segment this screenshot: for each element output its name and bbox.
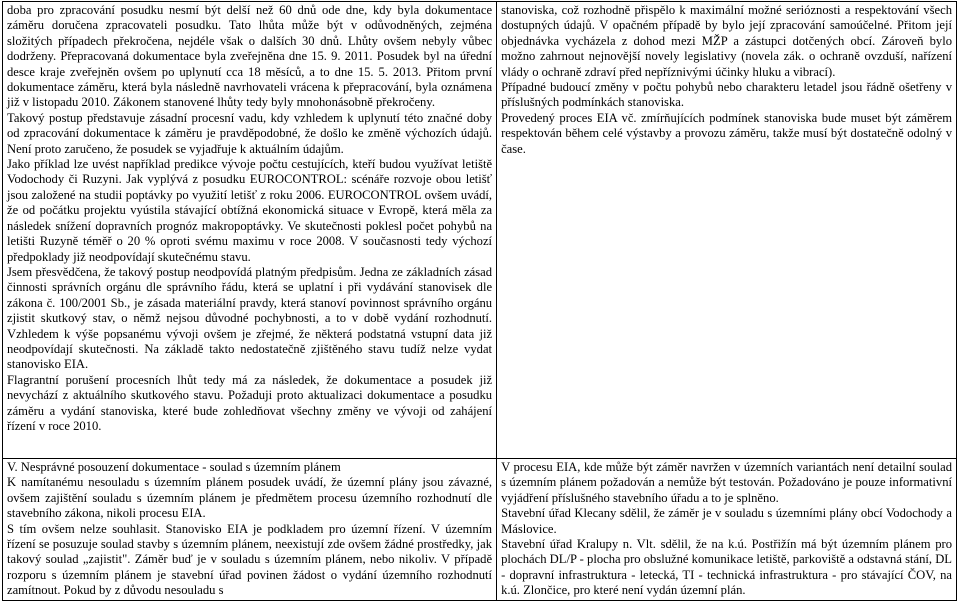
table-row: [3, 459, 957, 601]
comment-cell: [3, 459, 497, 601]
paragraph: Provedený proces EIA vč. zmírňujících podmínek stanoviska bude muset být záměrem respektován během celé výstavby a provozu záměru, takže musí být dostatečně odolný v čase.: [501, 110, 952, 156]
comment-cell: [3, 2, 497, 459]
paragraph: Jsem přesvědčena, že takový postup neodpovídá platným předpisům. Jedna ze základních zásad činnosti správních orgánu dle správního řádu, která se uplatní i při vydávání stanovisek dle zákona č. 100/2001 Sb., je zásada materiální pravdy, která stanoví povinnost správního orgánu zjistit skutkový stav, o němž nejsou důvodné pochybnosti, a to v době vydání rozhodnutí. Vzhledem k výše popsanému vývoji ovšem je zřejmé, že některá podstatná vstupní data již neodpovídají skutečnosti. Na základě takto nedostatečně zjištěného stavu tudíž nelze vydat stanovisko EIA.: [7, 264, 493, 372]
table-row: [3, 2, 957, 459]
response-cell: [497, 459, 957, 601]
paragraph: stanoviska, což rozhodně přispělo k maximální možné serióznosti a respektování všech dostupných údajů. V opačném případě by bylo její zpracování samoúčelné. Přitom její objednávka vycházela z dohod mezi MŽP a zástupci dotčených obcí. Zároveň bylo možno zahrnout nejnovější novely legislativy (novela zák. o ochraně ovzduší, nařízení vlády o ochraně zdraví před nepříznivými účinky hluku a vibrací).: [501, 3, 952, 79]
comment-table: [2, 1, 957, 601]
paragraph: K namítanému nesouladu s územním plánem posudek uvádí, že územní plány jsou závazné, ovšem zajištění souladu s územním plánem je předmětem procesu územního rozhodnutí dle stavebního zákona, nikoli procesu EIA.: [7, 475, 493, 521]
paragraph: V procesu EIA, kde může být záměr navržen v územních variantách není detailní soulad s územním plánem požadován a nemůže být testován. Požadováno je pouze informativní vyjádření příslušného stavebního úřadu a to je splněno.: [501, 460, 952, 505]
section-title: V. Nesprávné posouzení dokumentace - soulad s územním plánem: [7, 460, 341, 474]
paragraph: Stavební úřad Klecany sdělil, že záměr je v souladu s územními plány obcí Vodochody a Máslovice.: [501, 506, 952, 536]
paragraph: Flagrantní porušení procesních lhůt tedy má za následek, že dokumentace a posudek již nevychází z aktuálního skutkového stavu. Požaduji proto aktualizaci dokumentace a posudku záměru a vydání stanoviska, které bude zohledňovat všechny změny ve vývoji od zahájení řízení v roce 2010.: [7, 372, 493, 433]
response-cell: [497, 2, 957, 459]
paragraph: Případné budoucí změny v počtu pohybů nebo charakteru letadel jsou řádně ošetřeny v příslušných podmínkách stanoviska.: [501, 80, 952, 110]
paragraph: S tím ovšem nelze souhlasit. Stanovisko EIA je podkladem pro územní řízení. V územním řízení se posuzuje soulad stavby s územním plánem, neexistují zde ovšem žádné prostředky, jak takový soulad „zajistit". Záměr buď je v souladu s územním plánem, nebo nikoliv. V případě rozporu s územním plánem je stavební úřad povinen žádost o vydání územního rozhodnutí zamítnout. Pokud by z důvodu nesouladu s: [7, 521, 493, 598]
paragraph: Stavební úřad Kralupy n. Vlt. sdělil, že na k.ú. Postřižín má být územním plánem pro plochách DL/P - plocha pro obslužné komunikace letiště, parkoviště a odstavná stání, DL - dopravní infrastruktura - letecká, TI - technická infrastruktura - pro stávající ČOV, na k.ú. Zlončice, pro které není vydán územní plán.: [501, 537, 952, 598]
paragraph: Jako příklad lze uvést například predikce vývoje počtu cestujících, kteří budou využívat letiště Vodochody či Ruzyni. Jak vyplývá z posudku EUROCONTROL: scénáře rozvoje obou letišť jsou založené na studii poptávky po využití letišť z roku 2006. EUROCONTROL ovšem uvádí, že od počátku projektu vyústila stávající obtížná ekonomická situace v Evropě, která měla za následek snížení dopravních prognóz makropoptávky. Ve skutečnosti poklesl počet pohybů na letišti Ruzyně téměř o 20 % oproti svému maximu v roce 2008. V současnosti tedy výchozí předpoklady již neodpovídají skutečnému stavu.: [7, 157, 493, 264]
paragraph: doba pro zpracování posudku nesmí být delší než 60 dnů ode dne, kdy byla dokumentace záměru doručena zpracovateli posudku. Tato lhůta může být v odůvodněných, zejména složitých případech překročena, nejdéle však o dalších 30 dnů. Lhůty ovšem nebyly vůbec dodrženy. Přepracovaná dokumentace byla zveřejněna dne 15. 9. 2011. Posudek byl na úřední desce kraje zveřejněn ovšem po uplynutí cca 18 měsíců, a to dne 15. 5. 2013. Přitom první dokumentace záměru, která byla následně navrhovateli vrácena k přepracování, byla oznámena již v listopadu 2010. Zákonem stanovené lhůty tedy byly mnohonásobně překročeny.: [7, 3, 493, 110]
paragraph: Takový postup představuje zásadní procesní vadu, kdy vzhledem k uplynutí této značné doby od zpracování dokumentace k záměru je pravděpodobné, že došlo ke změně výchozích údajů. Není proto zaručeno, že posudek se vyjadřuje k aktuálním údajům.: [7, 110, 493, 156]
